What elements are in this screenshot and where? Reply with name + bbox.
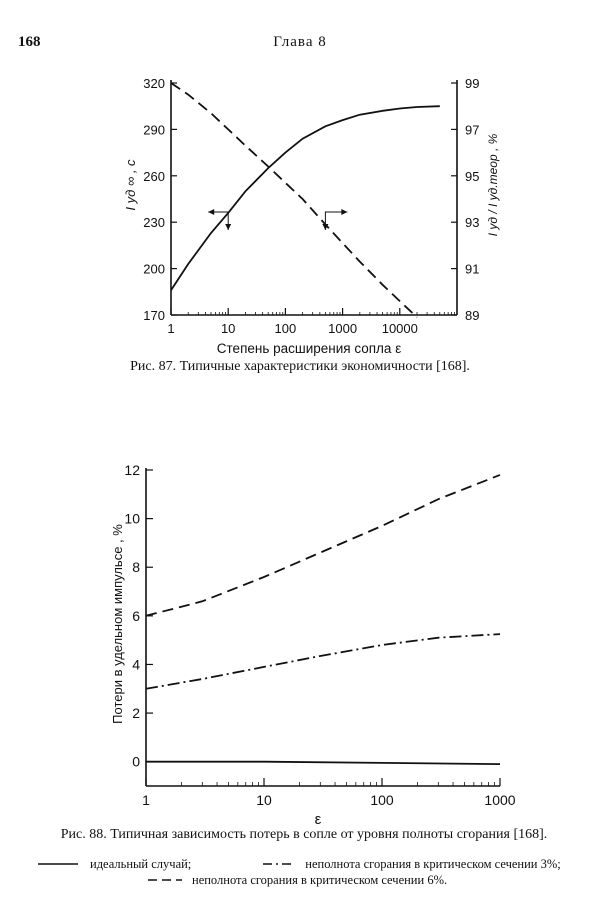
x-tick-label-10: 10 (220, 321, 236, 336)
fig88-y-tick-label-10: 10 (124, 510, 140, 527)
fig88-y-tick-label-0: 0 (132, 753, 140, 770)
left-tick-label-170: 170 (143, 308, 165, 323)
left-tick-label-320: 320 (143, 76, 165, 91)
x-axis-label: Степень расширения сопла ε (216, 341, 402, 356)
right-tick-label-95: 95 (465, 168, 480, 184)
x-tick-label-100: 100 (274, 321, 297, 336)
fig88-series-0-solid-line (146, 762, 500, 764)
fig88-x-tick-label-10: 10 (256, 792, 272, 808)
fig88-y-tick-label-12: 12 (124, 462, 140, 478)
fig88-series-2-dashed-line (146, 475, 500, 616)
fig88-x-tick-label-1: 1 (142, 792, 150, 808)
fig88-y-tick-label-4: 4 (132, 656, 140, 673)
figure-88-caption: Рис. 88. Типичная зависимость потерь в сопле от уровня полноты сгорания [168]. (60, 827, 548, 842)
x-tick-label-1000: 1000 (328, 321, 358, 336)
legend-dashed-line-icon (148, 876, 188, 884)
x-tick-label-1: 1 (167, 321, 175, 336)
legend-label-3pct: неполнота сгорания в критическом сечении 3%; (305, 857, 561, 871)
fig88-x-tick-label-1000: 1000 (484, 792, 516, 808)
legend-solid-line-icon (38, 860, 84, 868)
fig88-x-axis-label: ε (314, 811, 322, 828)
left-tick-label-290: 290 (143, 122, 165, 138)
legend-row-2 (38, 872, 578, 888)
fig88-x-tick-label-100: 100 (370, 792, 394, 808)
figure-87-caption: Рис. 87. Типичные характеристики экономичности [168]. (130, 359, 470, 374)
y-axis-label: I уд ∞ , с (123, 159, 138, 211)
legend-dashdot-line-icon (263, 860, 299, 868)
left-tick-label-260: 260 (143, 168, 165, 184)
right-tick-label-91: 91 (465, 261, 480, 277)
fig88-y-axis-label: Потери в удельном импульсе , % (110, 524, 125, 724)
legend-row-1 (38, 856, 578, 872)
fig88-y-tick-label-6: 6 (132, 607, 140, 624)
left-tick-label-200: 200 (143, 261, 165, 277)
legend-label-ideal: идеальный случай; (90, 857, 192, 871)
legend-label-6pct: неполнота сгорания в критическом сечении 6%. (192, 873, 448, 887)
figure-88-legend (38, 856, 578, 888)
y2-axis-label: I уд / I уд.теор , % (486, 133, 500, 237)
chapter-title: Глава 8 (273, 34, 327, 50)
fig88-y-tick-label-2: 2 (132, 705, 140, 722)
right-tick-label-93: 93 (465, 215, 480, 231)
right-tick-label-99: 99 (465, 76, 480, 91)
fig88-series-1-dashdot-line (146, 634, 500, 689)
page-number: 168 (18, 34, 41, 50)
right-tick-label-89: 89 (465, 308, 480, 323)
right-tick-label-97: 97 (465, 122, 480, 138)
left-tick-label-230: 230 (143, 215, 165, 231)
fig88-y-tick-label-8: 8 (132, 559, 140, 576)
x-tick-label-10000: 10000 (381, 321, 418, 336)
